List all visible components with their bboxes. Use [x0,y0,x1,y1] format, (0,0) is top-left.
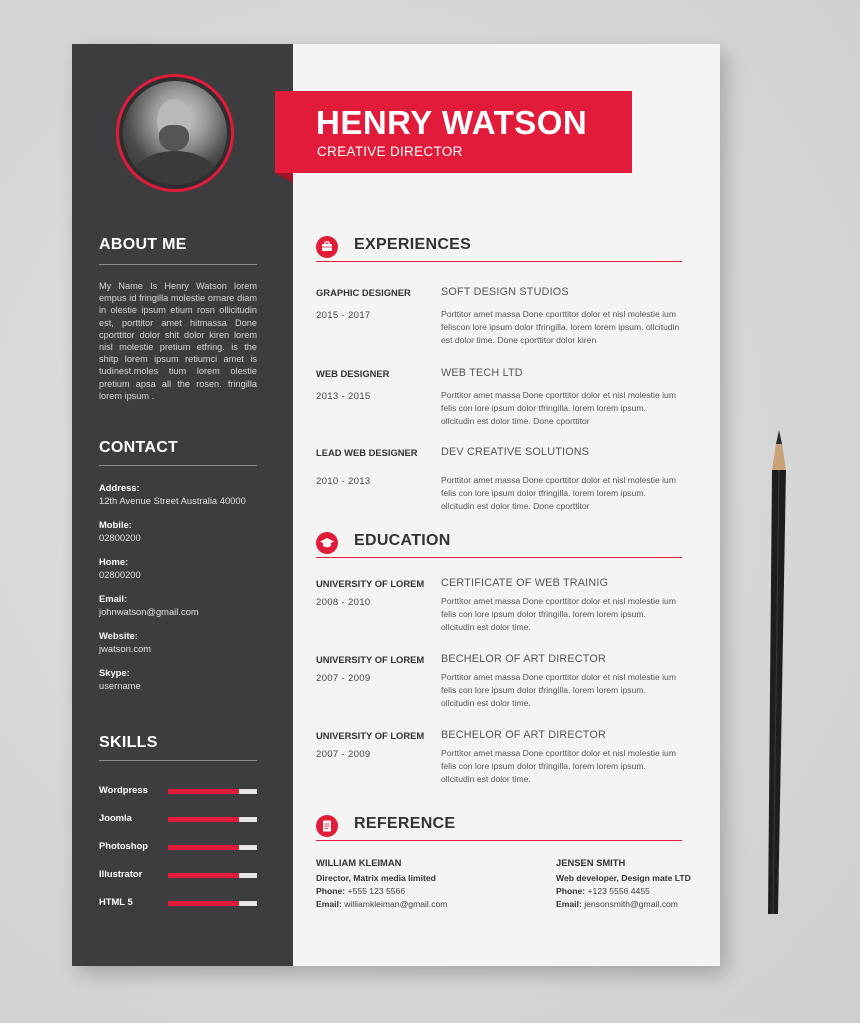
skill-level [168,817,239,822]
phone-value: +123 5556 4455 [587,886,650,896]
email-value: williamkleiman@gmail.com [344,899,448,909]
contact-home [99,555,269,581]
degree-name: BECHELOR OF ART DIRECTOR [441,729,606,741]
reference-email [556,898,736,911]
degree-name: CERTIFICATE OF WEB TRAINIG [441,577,609,589]
education-heading: EDUCATION [354,532,451,549]
job-dates: 2013 - 2015 [316,391,371,402]
phone-label: Phone: [316,886,346,896]
reference-phone [556,885,736,898]
skill-html5 [99,896,259,908]
briefcase-icon [316,236,338,258]
reference-role: Director, Matrix media limited [316,873,436,883]
contact-label: Address: [99,482,140,493]
skill-illustrator [99,868,259,880]
contact-value: johnwatson@gmail.com [99,606,199,617]
education-description: Porttitor amet massa Done cporttitor dolor et nisl molestie ium felis con lore ipsum dolor tfringilla. lorem lorem ipsum. ollcitudin est dolor time. [441,596,676,632]
reference-divider [316,840,682,841]
skill-bar [168,817,257,822]
school-name: UNIVERSITY OF LOREM [316,654,425,665]
skill-wordpress [99,784,259,796]
reference-card [556,856,736,911]
skill-level [168,789,239,794]
contact-label: Email: [99,593,128,604]
contact-website [99,629,269,655]
school-name: UNIVERSITY OF LOREM [316,578,425,589]
experiences-divider [316,261,682,262]
job-role: WEB DESIGNER [316,368,390,379]
contact-value: jwatson.com [99,643,152,654]
job-dates: 2010 - 2013 [316,476,371,487]
contact-value: username [99,680,141,691]
contact-heading: CONTACT [99,439,179,456]
about-heading: ABOUT ME [99,236,187,253]
contact-value: 02800200 [99,532,141,543]
skill-bar [168,873,257,878]
reference-role: Web developer, Design mate LTD [556,873,691,883]
education-dates: 2008 - 2010 [316,597,371,608]
skill-photoshop [99,840,259,852]
skill-level [168,873,239,878]
job-company: SOFT DESIGN STUDIOS [441,286,569,298]
education-dates: 2007 - 2009 [316,749,371,760]
job-role: GRAPHIC DESIGNER [316,287,411,298]
contact-label: Website: [99,630,138,641]
pencil-image [758,430,790,914]
education-divider [316,557,682,558]
contact-divider [99,465,257,466]
phone-label: Phone: [556,886,586,896]
person-name: HENRY WATSON [316,104,588,141]
skill-bar [168,789,257,794]
contact-address [99,481,269,507]
sidebar [72,44,293,966]
contact-skype [99,666,269,692]
about-divider [99,264,257,265]
contact-value: 02800200 [99,569,141,580]
job-company: DEV CREATIVE SOLUTIONS [441,446,590,458]
skill-name: Wordpress [99,784,148,795]
degree-name: BECHELOR OF ART DIRECTOR [441,653,606,665]
job-description: Porttitor amet massa Done cporttitor dolor et nisl molestie ium felis con lore ipsum dolor tfringilla. lorem lorem ipsum. ollcitudin est dolor time. Done cporttitor [441,475,676,511]
education-dates: 2007 - 2009 [316,673,371,684]
contact-label: Mobile: [99,519,132,530]
document-icon [316,815,338,837]
contact-mobile [99,518,269,544]
contact-label: Home: [99,556,129,567]
education-description: Porttitor amet massa Done cporttitor dolor et nisl molestie ium felis con lore ipsum dolor tfringilla. lorem lorem ipsum. ollcitudin est dolor time. [441,748,676,784]
about-text: My Name Is Henry Watson lorem empus id fringilla molestie ornare diam in olestie ipsum etium rosn ollicitudin est, porttitor amet hitmassa Done cporttitor dolor shit dolor kiren lorem nisl molestie pretium etfring. is the shitp lorem ipsum retiumci amet is tudinest.moles tium lorem olestie pretium apsa all the rosen. fringilla lorem ipsum . [99,281,257,401]
reference-section-header [316,812,682,842]
reference-card [316,856,496,911]
skill-name: Photoshop [99,840,148,851]
skills-heading: SKILLS [99,734,158,751]
job-description: Porttitor amet massa Done cporttitor dolor et nisl molestie ium feliscon lore ipsum dolor tfringilla. lorem lorem ipsum. ollcitudin est dolor time. Done cporttitor dolor kiren [441,309,680,345]
phone-value: +555 123 5566 [347,886,406,896]
person-title: CREATIVE DIRECTOR [317,144,463,159]
name-banner [275,91,632,173]
graduation-cap-icon [316,532,338,554]
reference-phone [316,885,496,898]
reference-name: JENSEN SMITH [556,857,626,868]
skill-name: HTML 5 [99,896,133,907]
experiences-heading: EXPERIENCES [354,236,472,253]
skill-bar [168,845,257,850]
contact-label: Skype: [99,667,130,678]
job-description: Porttitor amet massa Done cporttitor dolor et nisl molestie ium felis con lore ipsum dolor tfringilla. lorem lorem ipsum. ollcitudin est dolor time. Done cporttitor [441,390,676,426]
reference-email [316,898,496,911]
skills-divider [99,760,257,761]
email-value: jensonsmith@gmail.com [584,899,678,909]
skill-bar [168,901,257,906]
avatar [123,81,227,185]
contact-value: 12th Avenue Street Australia 40000 [99,495,246,506]
email-label: Email: [316,899,342,909]
skill-joomla [99,812,259,824]
job-dates: 2015 - 2017 [316,310,371,321]
reference-name: WILLIAM KLEIMAN [316,857,402,868]
resume-page [72,44,720,966]
profile-photo [116,74,234,192]
job-company: WEB TECH LTD [441,367,523,379]
education-section-header [316,529,682,559]
reference-heading: REFERENCE [354,815,456,832]
email-label: Email: [556,899,582,909]
contact-email [99,592,269,618]
skill-name: Joomla [99,812,132,823]
skill-level [168,901,239,906]
school-name: UNIVERSITY OF LOREM [316,730,425,741]
skill-level [168,845,239,850]
skill-name: Illustrator [99,868,143,879]
education-description: Porttitor amet massa Done cporttitor dolor et nisl molestie ium felis con lore ipsum dolor tfringilla. lorem lorem ipsum. ollcitudin est dolor time. [441,672,676,708]
job-role: LEAD WEB DESIGNER [316,447,418,458]
experiences-section-header [316,233,682,263]
